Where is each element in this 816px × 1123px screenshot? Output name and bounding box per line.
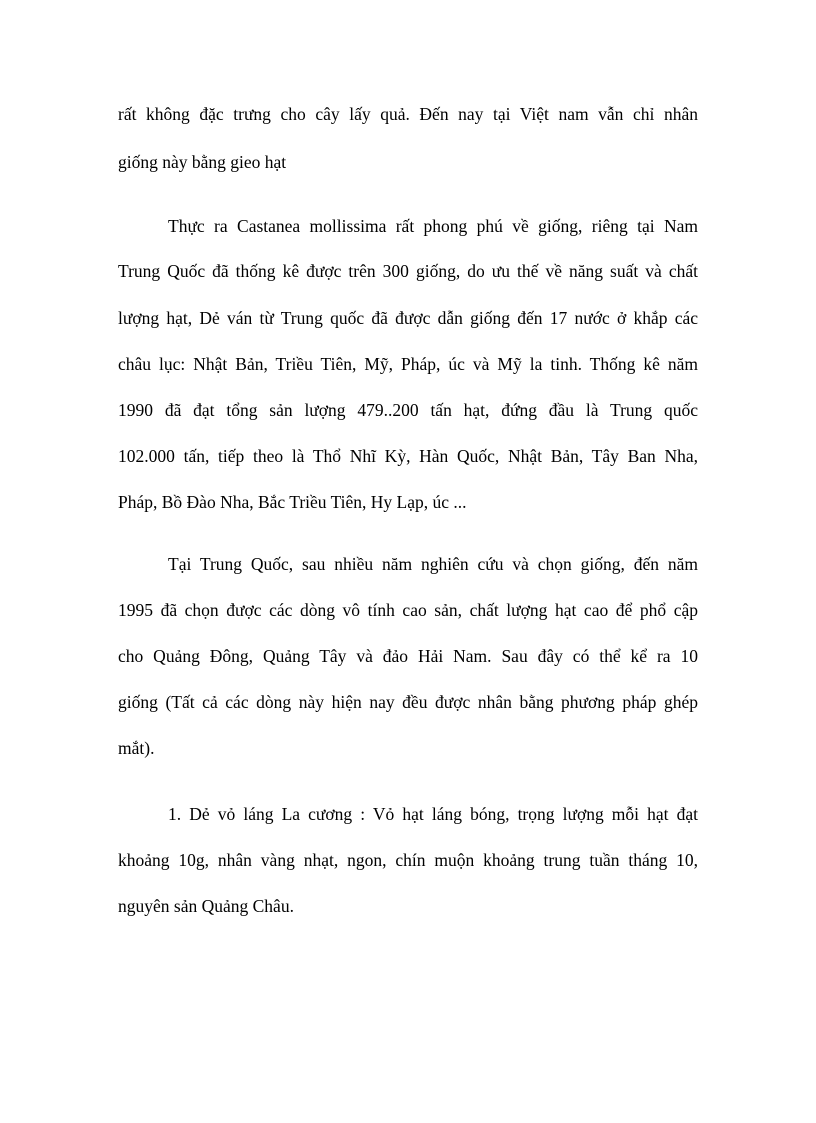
text-line: mắt). [118, 738, 155, 758]
text-line: 1995 đã chọn được các dòng vô tính cao sản, chất lượng hạt cao để phổ cập [118, 600, 698, 620]
text-line: Trung Quốc đã thống kê được trên 300 giống, do ưu thế về năng suất và chất [118, 261, 698, 281]
text-line: giống này bằng gieo hạt [118, 152, 287, 172]
text-line: giống (Tất cả các dòng này hiện nay đều được nhân bằng phương pháp ghép [118, 692, 698, 712]
text-line: Tại Trung Quốc, sau nhiều năm nghiên cứu và chọn giống, đến năm [168, 554, 698, 574]
text-line: 102.000 tấn, tiếp theo là Thổ Nhĩ Kỳ, Hàn Quốc, Nhật Bản, Tây Ban Nha, [118, 446, 698, 466]
text-line: rất không đặc trưng cho cây lấy quả. Đến nay tại Việt nam vẫn chỉ nhân [118, 104, 698, 124]
text-line: lượng hạt, Dẻ ván từ Trung quốc đã được dẫn giống đến 17 nước ở khắp các [118, 308, 698, 328]
text-line: 1. Dẻ vỏ láng La cương : Vỏ hạt láng bóng, trọng lượng mỗi hạt đạt [168, 804, 698, 824]
text-line: khoảng 10g, nhân vàng nhạt, ngon, chín muộn khoảng trung tuần tháng 10, [118, 850, 698, 870]
text-line: nguyên sản Quảng Châu. [118, 896, 294, 916]
text-line: Thực ra Castanea mollissima rất phong phú về giống, riêng tại Nam [168, 216, 698, 236]
text-line: châu lục: Nhật Bản, Triều Tiên, Mỹ, Pháp, úc và Mỹ la tinh. Thống kê năm [118, 354, 698, 374]
text-line: Pháp, Bồ Đào Nha, Bắc Triều Tiên, Hy Lạp, úc ... [118, 492, 467, 512]
text-line: cho Quảng Đông, Quảng Tây và đảo Hải Nam. Sau đây có thể kể ra 10 [118, 646, 698, 666]
text-line: 1990 đã đạt tổng sản lượng 479..200 tấn hạt, đứng đầu là Trung quốc [118, 400, 698, 420]
